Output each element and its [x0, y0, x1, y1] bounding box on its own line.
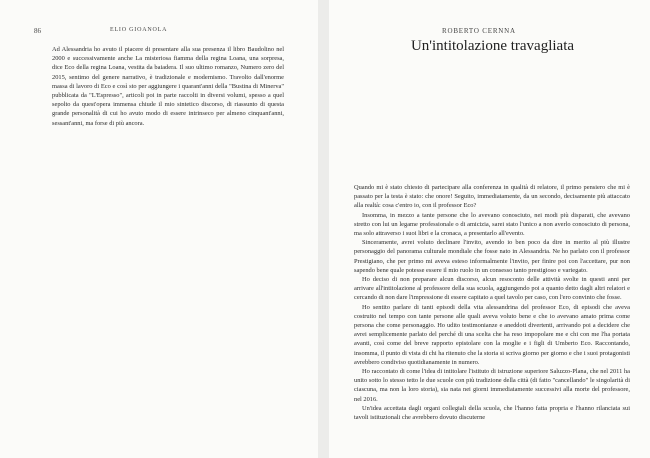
right-page	[329, 0, 650, 458]
paragraph: Ho sentito parlare di tanti episodi della vita alessandrina del professor Eco, di episodi che aveva costruito nel tempo con tante persone alle quali aveva voluto bene e che io avevano amato prima come persona che come personaggio. Ho udito testimonianze e aneddoti divertenti, arrivando poi a decidere che avrei semplicemente parlato del perché di una scelta che ha reso impopolare me e chi con me l'ha portata avanti, così come del breve rapporto epistolare con la moglie e i figli di Umberto Eco. Raccontando, insomma, il punto di vista di chi ha ritenuto che la storia si scriva giorno per giorno e che i suoi protagonisti avrebbero condiviso quotidianamente in numero.	[354, 303, 630, 366]
paragraph: Ad Alessandria ho avuto il piacere di presentare alla sua presenza il libro Baudolino nel 2000 e successivamente anche La misteriosa fiamma della regina Loana, una sorpresa, dice Eco della regina Loana, vestita da baiadera. Il suo ultimo romanzo, Numero zero del 2015, sentimo del genere narrativo, è tradizionale e modernismo. Travolto dall'enorme massa di lavoro di Eco e così sto per aggiungere i quarant'anni della "Bustina di Minerva" pubblicata da "L'Espresso", articoli poi in parte raccolti in diversi volumi, spesso a quel sepolto da quest'opera immensa chiude il mio sintetico discorso, di riassunto di questa grande personalità di cui ho avuto modo di essere intrinseco per almeno cinquant'anni, sessant'anni, ma forse di più ancora.	[52, 46, 284, 127]
paragraph: Un'idea accettata dagli organi collegiali della scuola, che l'hanno fatta propria e l'hanno rilanciata sui tavoli istituzionali che avrebbero dovuto discuterne	[354, 404, 630, 422]
book-gutter	[318, 0, 329, 458]
chapter-title: Un'intitolazione travagliata	[410, 38, 575, 54]
paragraph: Ho deciso di non preparare alcun discorso, alcun resoconto delle attività svolte in questi anni per arrivare all'intitolazione al professore della sua scuola, aggiungendo poi a quanto detto dagli altri relatori e cercando di non dare l'impressione di essere capitato a quel tavolo per caso, con l'ero convinto che fosse.	[354, 276, 630, 302]
running-head-author: ROBERTO CERNNA	[442, 27, 516, 35]
paragraph: Ho raccontato di come l'idea di intitolare l'istituto di istruzione superiore Saluzzo-Plana, che nel 2011 ha unito sotto lo stesso tetto le due scuole con più tradizione della città (di fatto "cancellando" le singolarità di ciascuna, ma non la loro storia), sia nata nei giorni immediatamente successivi alla morte del professore, nel 2016.	[354, 368, 630, 403]
paragraph: Quando mi è stato chiesto di partecipare alla conferenza in qualità di relatore, il primo pensiero che mi è passato per la testa è stato: che onore! Seguito, immediatamente, da un secondo, decisamente più attaccato alla realtà: cosa c'entro io, con il professor Eco?	[354, 184, 630, 210]
running-head-author: ELIO GIOANOLA	[110, 27, 168, 33]
left-page	[0, 0, 318, 458]
right-body-text	[354, 183, 630, 422]
page-number: 86	[34, 27, 41, 35]
left-body-text	[52, 45, 284, 128]
paragraph: Sinceramente, avrei voluto declinare l'invito, avendo io ben poco da dire in merito al più illustre personaggio del panorama culturale mondiale che fosse nato in Alessandria. Ne ho parlato con il professor Prestigiano, che per primo mi aveva esteso informalmente l'invito, per finire poi con l'accettare, pur non sapendo bene quale potesse essere il mio ruolo in un consesso tanto prestigioso e variegato.	[354, 239, 630, 274]
paragraph: Insomma, in mezzo a tante persone che lo avevano conosciuto, nei modi più disparati, che avevano stretto con lui un legame professionale o di amicizia, sarei stato l'unico a non averlo conosciuto di persona, ma solo attraverso i suoi libri e la cronaca, a presentarlo all'evento.	[354, 211, 630, 238]
